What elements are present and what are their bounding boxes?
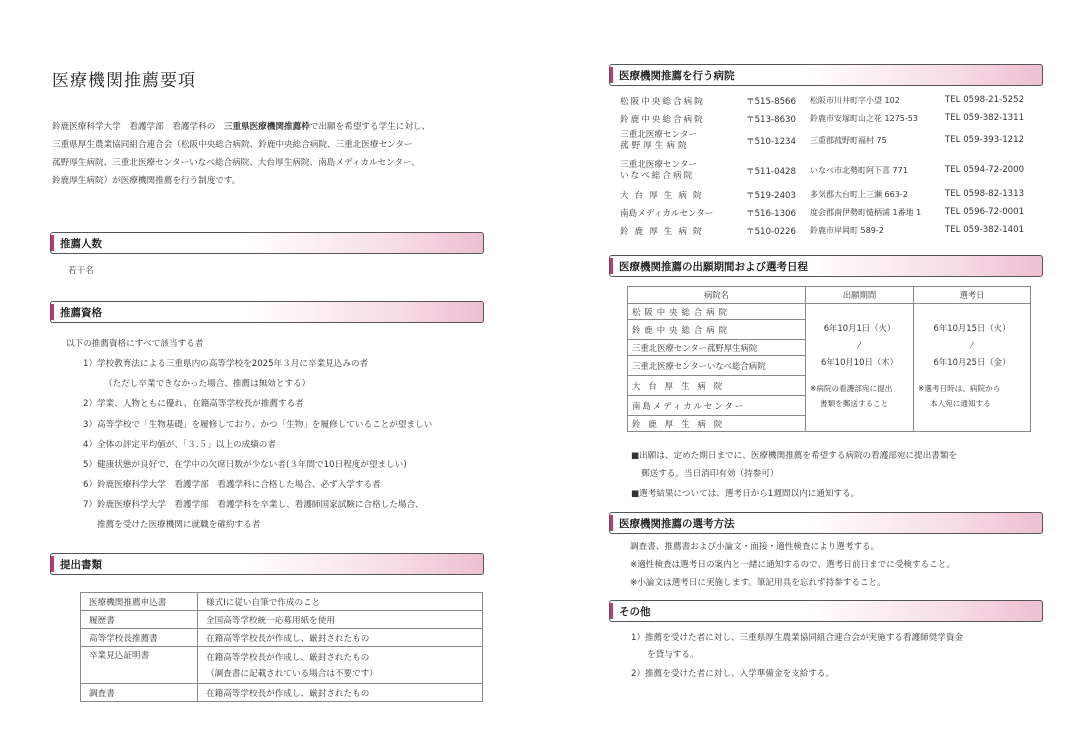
- other-line: 2）推薦を受けた者に対し、入学準備金を支給する。: [631, 669, 835, 679]
- hospital-zip: 〒515-8566: [746, 97, 796, 107]
- hospital-name-2: 菰野厚生病院: [620, 141, 690, 151]
- hospital-tel: TEL 059-393-1212: [945, 135, 1025, 145]
- exam-cell: [914, 304, 1031, 432]
- section-title: 推薦資格: [60, 307, 102, 319]
- section-title: 推薦人数: [60, 238, 102, 250]
- hospital-address: 度会郡南伊勢町慥柄浦 1番地 1: [810, 208, 922, 217]
- section-header-documents: [50, 553, 484, 575]
- eligibility-lead: 以下の推薦資格にすべて該当する者: [66, 339, 204, 349]
- eligibility-item: 4）全体の評定平均値が、「３.５」以上の成績の者: [83, 440, 276, 450]
- doc-desc: 全国高等学校統一応募用紙を使用: [198, 611, 483, 629]
- section-stripe: [51, 304, 54, 320]
- other-line: 1）推薦を受けた者に対し、三重県厚生農業協同組合連合会が実施する看護師奨学資金: [631, 633, 964, 643]
- schedule-hospital: 南島メディカルセンター: [628, 396, 806, 416]
- section-stripe: [51, 556, 54, 572]
- table-row: [81, 593, 483, 611]
- selection-line: 調査書、推薦書および小論文・面接・適性検査により選考する。: [630, 542, 880, 552]
- period-note: ※病院の看護部宛に提出 書類を郵送すること: [810, 384, 893, 408]
- exam-sep: 〳: [967, 340, 977, 350]
- section-stripe: [610, 67, 613, 83]
- table-row: [628, 304, 1031, 320]
- section-header-eligibility: [50, 301, 484, 323]
- hospital-name: 三重北医療センター: [620, 160, 698, 170]
- page-title: 医療機関推薦要項: [52, 71, 196, 91]
- quota-value: 若干名: [68, 266, 94, 276]
- doc-name: 調査書: [81, 684, 198, 702]
- exam-note: ※選考日時は、病院から 本人宛に通知する: [918, 384, 1001, 408]
- exam-start: 6年10月15日（火）: [933, 323, 1011, 333]
- section-header-other: [609, 600, 1043, 622]
- period-cell: [806, 304, 914, 432]
- period-end: 6年10月10日（木）: [821, 357, 898, 367]
- hospital-name: 三重北医療センター: [620, 130, 698, 140]
- hospital-tel: TEL 059-382-1401: [945, 225, 1025, 235]
- selection-line: ※小論文は選考日に実施します。筆記用具を忘れず持参すること。: [630, 578, 886, 588]
- doc-name: 医療機関推薦申込書: [81, 593, 198, 611]
- section-header-quota: [50, 232, 484, 254]
- hospital-zip: 〒511-0428: [746, 167, 796, 177]
- col-exam: 選考日: [914, 287, 1031, 304]
- hospital-address: 鈴鹿市安塚町山之花 1275-53: [810, 114, 918, 123]
- eligibility-item-note: （ただし卒業できなかった場合、推薦は無効とする）: [104, 379, 311, 389]
- section-stripe: [610, 515, 613, 531]
- section-title: 医療機関推薦の選考方法: [619, 518, 735, 530]
- section-title: 医療機関推薦の出願期間および選考日程: [619, 261, 808, 273]
- eligibility-item-note: 推薦を受けた医療機関に就職を確約する者: [97, 520, 261, 530]
- hospital-zip: 〒516-1306: [746, 209, 796, 219]
- intro-paragraph: [52, 118, 502, 190]
- hospital-tel: TEL 0596-72-0001: [945, 207, 1025, 217]
- section-header-selection: [609, 512, 1043, 534]
- intro-emphasis: 三重県医療機関推薦枠: [223, 122, 310, 132]
- eligibility-item: 1）学校教育法による三重県内の高等学校を2025年３月に卒業見込みの者: [83, 359, 369, 369]
- hospital-tel: TEL 0598-82-1313: [945, 189, 1025, 199]
- other-line-cont: を貸与する。: [647, 650, 699, 660]
- section-header-hospitals: [609, 64, 1043, 86]
- table-row: [81, 629, 483, 647]
- section-stripe: [610, 258, 613, 274]
- section-title: 提出書類: [60, 559, 102, 571]
- hospital-address: 三重郡菰野町福村 75: [810, 136, 887, 145]
- schedule-hospital: 大台厚生病院: [628, 376, 806, 396]
- exam-end: 6年10月25日（金）: [933, 357, 1011, 367]
- schedule-hospital: 松阪中央総合病院: [628, 304, 806, 320]
- hospital-zip: 〒510-0226: [746, 227, 796, 237]
- table-row: [81, 611, 483, 629]
- doc-desc: 様式Ⅰに従い自筆で作成のこと: [198, 593, 483, 611]
- hospital-name: 大台厚生病院: [620, 191, 708, 201]
- hospital-address: 多気郡大台町上三瀬 663-2: [810, 190, 908, 199]
- eligibility-item: 7）鈴鹿医療科学大学 看護学部 看護学科を卒業し、看護師国家試験に合格した場合、: [83, 500, 424, 510]
- period-start: 6年10月1日（火）: [823, 323, 896, 333]
- schedule-hospital: 三重北医療センター菰野厚生病院: [628, 340, 806, 356]
- hospital-name: 鈴鹿中央総合病院: [620, 115, 705, 125]
- intro-line-2: 三重県厚生農業協同組合連合会（松阪中央総合病院、鈴鹿中央総合病院、三重北医療センター: [52, 140, 413, 150]
- col-period: 出願期間: [806, 287, 914, 304]
- hospital-name: 南島メディカルセンター: [620, 209, 714, 219]
- section-header-schedule: [609, 255, 1043, 277]
- schedule-hospital: 三重北医療センターいなべ総合病院: [628, 356, 806, 376]
- table-header-row: [628, 287, 1031, 304]
- doc-name: 高等学校長推薦書: [81, 629, 198, 647]
- section-stripe: [610, 603, 613, 619]
- hospital-zip: 〒513-8630: [746, 115, 796, 125]
- hospital-address: 鈴鹿市岸岡町 589-2: [810, 226, 884, 235]
- doc-desc: 在籍高等学校長が作成し、厳封されたもの （調査書に記載されている場合は不要です）: [198, 647, 483, 684]
- eligibility-item: 6）鈴鹿医療科学大学 看護学部 看護学科に合格した場合、必ず入学する者: [83, 480, 381, 490]
- section-title: 医療機関推薦を行う病院: [619, 70, 735, 82]
- intro-line-4: 鈴鹿厚生病院）が医療機関推薦を行う制度です。: [52, 176, 241, 186]
- hospital-name: 鈴鹿厚生病院: [620, 227, 708, 237]
- intro-line-1: 鈴鹿医療科学大学 看護学部 看護学科の 三重県医療機関推薦枠で出願を希望する学生に対し、: [52, 122, 431, 132]
- schedule-note-1-cont: 郵送する。当日消印有効（持参可）: [641, 469, 779, 479]
- hospital-zip: 〒510-1234: [746, 137, 796, 147]
- schedule-hospital: 鈴鹿厚生病院: [628, 416, 806, 432]
- eligibility-item: 2）学業、人物ともに優れ、在籍高等学校長が推薦する者: [83, 399, 304, 409]
- section-title: その他: [619, 606, 651, 618]
- intro-line-3: 菰野厚生病院、三重北医療センターいなべ総合病院、大台厚生病院、南島メディカルセンター、: [52, 158, 420, 168]
- hospital-tel: TEL 0594-72-2000: [945, 165, 1025, 175]
- hospital-name-2: いなべ総合病院: [620, 171, 695, 181]
- hospital-tel: TEL 0598-21-5252: [945, 95, 1025, 105]
- eligibility-item: 5）健康状態が良好で、在学中の欠席日数が少ない者(３年間で10日程度が望ましい): [83, 460, 407, 470]
- table-row: [81, 647, 483, 684]
- schedule-table: [627, 286, 1031, 432]
- hospital-address: 松阪市川井町字小望 102: [810, 96, 900, 105]
- hospital-zip: 〒519-2403: [746, 191, 796, 201]
- hospital-address: いなべ市北勢町阿下喜 771: [810, 166, 908, 175]
- schedule-note-2: ■選考結果については、選考日から1週間以内に通知する。: [631, 489, 860, 499]
- schedule-note-1: ■出願は、定めた期日までに、医療機関推薦を希望する病院の看護部宛に提出書類を: [631, 451, 958, 461]
- hospital-name: 松阪中央総合病院: [620, 97, 705, 107]
- eligibility-item: 3）高等学校で「生物基礎」を履修しており、かつ「生物」を履修していることが望ましい: [83, 420, 433, 430]
- doc-desc: 在籍高等学校長が作成し、厳封されたもの: [198, 629, 483, 647]
- section-stripe: [51, 235, 54, 251]
- doc-name: 卒業見込証明書: [81, 647, 198, 684]
- documents-table: [80, 592, 483, 702]
- doc-name: 履歴書: [81, 611, 198, 629]
- col-hospital: 病院名: [628, 287, 806, 304]
- schedule-hospital: 鈴鹿中央総合病院: [628, 320, 806, 340]
- period-sep: 〳: [855, 340, 864, 350]
- selection-line: ※適性検査は選考日の案内と一緒に通知するので、選考日前日までに受検すること。: [630, 560, 955, 570]
- doc-desc: 在籍高等学校長が作成し、厳封されたもの: [198, 684, 483, 702]
- hospital-tel: TEL 059-382-1311: [945, 113, 1025, 123]
- table-row: [81, 684, 483, 702]
